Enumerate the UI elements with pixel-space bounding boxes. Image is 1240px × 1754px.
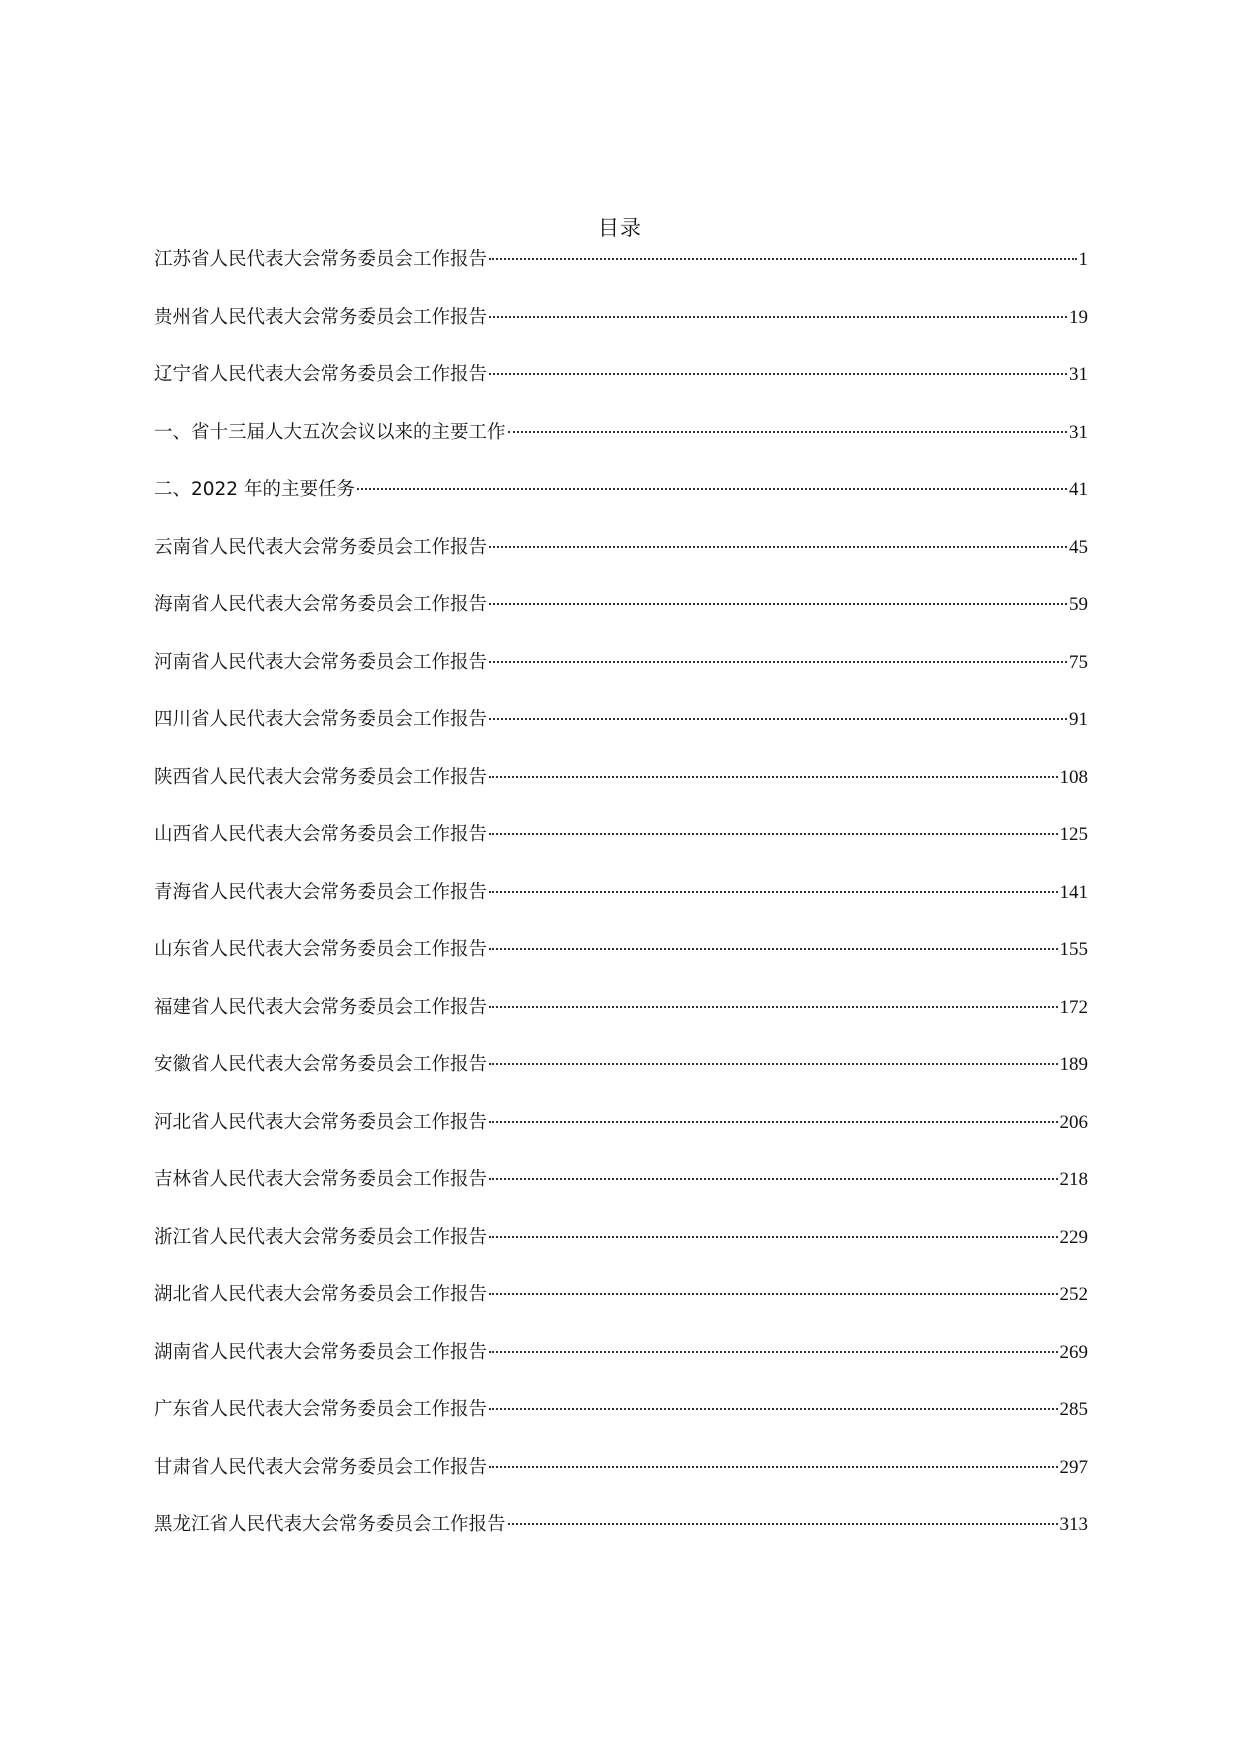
toc-entry-page: 141 — [1059, 881, 1088, 903]
toc-dot-leader — [489, 603, 1067, 605]
toc-dot-leader — [357, 488, 1067, 490]
toc-dot-leader — [489, 891, 1057, 893]
toc-entry-label: 安徽省人民代表大会常务委员会工作报告 — [154, 1054, 488, 1075]
toc-entry-page: 19 — [1069, 306, 1088, 328]
toc-entry[interactable] — [154, 648, 1088, 706]
toc-entry-label: 河南省人民代表大会常务委员会工作报告 — [154, 651, 488, 673]
toc-entry[interactable] — [154, 935, 1088, 993]
toc-dot-leader — [489, 258, 1076, 260]
toc-dot-leader — [489, 1466, 1057, 1468]
toc-entry-label: 海南省人民代表大会常务委员会工作报告 — [154, 594, 488, 615]
toc-entry[interactable] — [154, 1510, 1088, 1568]
toc-title: 目录 — [598, 216, 642, 240]
toc-dot-leader — [489, 1063, 1057, 1065]
toc-entry[interactable] — [154, 1223, 1088, 1281]
toc-entry-page: 229 — [1059, 1226, 1088, 1248]
toc-dot-leader — [489, 776, 1057, 778]
toc-dot-leader — [489, 1351, 1057, 1353]
toc-entry[interactable] — [154, 418, 1088, 476]
toc-entry-page: 172 — [1059, 996, 1088, 1018]
toc-entry-label: 山东省人民代表大会常务委员会工作报告 — [154, 939, 488, 960]
toc-entry-label: 广东省人民代表大会常务委员会工作报告 — [154, 1399, 488, 1420]
toc-dot-leader — [489, 833, 1057, 835]
toc-entry[interactable] — [154, 993, 1088, 1051]
toc-entry-page: 218 — [1059, 1169, 1088, 1190]
toc-entry-label: 黑龙江省人民代表大会常务委员会工作报告 — [154, 1514, 506, 1535]
toc-dot-leader — [508, 431, 1067, 433]
toc-entry-label: 青海省人民代表大会常务委员会工作报告 — [154, 881, 488, 903]
toc-entry-label: 云南省人民代表大会常务委员会工作报告 — [154, 536, 488, 558]
toc-entry-page: 189 — [1059, 1054, 1088, 1075]
toc-entry-page: 125 — [1059, 824, 1088, 845]
toc-entry[interactable] — [154, 1050, 1088, 1108]
toc-entry-page: 252 — [1059, 1284, 1088, 1305]
toc-entry-page: 155 — [1059, 939, 1088, 960]
toc-entry[interactable] — [154, 878, 1088, 936]
toc-entry[interactable] — [154, 1395, 1088, 1453]
toc-entry-label: 辽宁省人民代表大会常务委员会工作报告 — [154, 364, 488, 385]
toc-entry-label: 一、省十三届人大五次会议以来的主要工作 — [154, 421, 506, 443]
toc-dot-leader — [489, 373, 1067, 375]
toc-entry-page: 31 — [1069, 421, 1088, 443]
toc-entry-label: 福建省人民代表大会常务委员会工作报告 — [154, 996, 488, 1018]
toc-entry[interactable] — [154, 705, 1088, 763]
toc-entry-label: 浙江省人民代表大会常务委员会工作报告 — [154, 1226, 488, 1248]
toc-entry-page: 108 — [1059, 766, 1088, 788]
toc-entry-label: 吉林省人民代表大会常务委员会工作报告 — [154, 1169, 488, 1190]
toc-entry-label: 陕西省人民代表大会常务委员会工作报告 — [154, 766, 488, 788]
toc-entry[interactable] — [154, 533, 1088, 591]
toc-entry-page: 285 — [1059, 1399, 1088, 1420]
toc-entry[interactable] — [154, 1280, 1088, 1338]
toc-entry[interactable] — [154, 1165, 1088, 1223]
toc-entry-label: 山西省人民代表大会常务委员会工作报告 — [154, 824, 488, 845]
toc-dot-leader — [489, 1121, 1057, 1123]
toc-dot-leader — [489, 718, 1067, 720]
toc-entry-page: 91 — [1069, 709, 1088, 730]
toc-entry[interactable] — [154, 1108, 1088, 1166]
toc-entry[interactable] — [154, 475, 1088, 533]
toc-entry-label: 湖北省人民代表大会常务委员会工作报告 — [154, 1284, 488, 1305]
toc-dot-leader — [489, 1236, 1057, 1238]
toc-entry-label: 贵州省人民代表大会常务委员会工作报告 — [154, 306, 488, 328]
toc-entry-page: 75 — [1069, 651, 1088, 673]
toc-list — [154, 245, 1088, 1568]
toc-dot-leader — [489, 661, 1067, 663]
toc-entry-page: 31 — [1069, 364, 1088, 385]
toc-entry[interactable] — [154, 1453, 1088, 1511]
toc-dot-leader — [489, 1293, 1057, 1295]
toc-entry-label: 二、2022 年的主要任务 — [154, 479, 355, 500]
toc-dot-leader — [489, 546, 1067, 548]
toc-entry[interactable] — [154, 360, 1088, 418]
toc-entry-page: 313 — [1059, 1514, 1088, 1535]
toc-entry-page: 206 — [1059, 1111, 1088, 1133]
toc-dot-leader — [489, 1006, 1057, 1008]
toc-dot-leader — [489, 316, 1067, 318]
toc-entry-page: 41 — [1069, 479, 1088, 500]
toc-dot-leader — [489, 948, 1057, 950]
toc-entry-label: 湖南省人民代表大会常务委员会工作报告 — [154, 1341, 488, 1363]
toc-entry[interactable] — [154, 245, 1088, 303]
toc-dot-leader — [508, 1523, 1058, 1525]
toc-entry-page: 45 — [1069, 536, 1088, 558]
toc-entry-page: 59 — [1069, 594, 1088, 615]
toc-entry[interactable] — [154, 590, 1088, 648]
toc-entry-page: 297 — [1059, 1456, 1088, 1478]
toc-entry-page: 269 — [1059, 1341, 1088, 1363]
toc-entry[interactable] — [154, 1338, 1088, 1396]
toc-entry[interactable] — [154, 303, 1088, 361]
toc-entry-label: 甘肃省人民代表大会常务委员会工作报告 — [154, 1456, 488, 1478]
toc-entry-label: 河北省人民代表大会常务委员会工作报告 — [154, 1111, 488, 1133]
toc-dot-leader — [489, 1408, 1057, 1410]
toc-entry-label: 四川省人民代表大会常务委员会工作报告 — [154, 709, 488, 730]
toc-dot-leader — [489, 1178, 1057, 1180]
toc-entry-page: 1 — [1078, 249, 1088, 270]
toc-entry-label: 江苏省人民代表大会常务委员会工作报告 — [154, 249, 488, 270]
toc-entry[interactable] — [154, 820, 1088, 878]
toc-entry[interactable] — [154, 763, 1088, 821]
